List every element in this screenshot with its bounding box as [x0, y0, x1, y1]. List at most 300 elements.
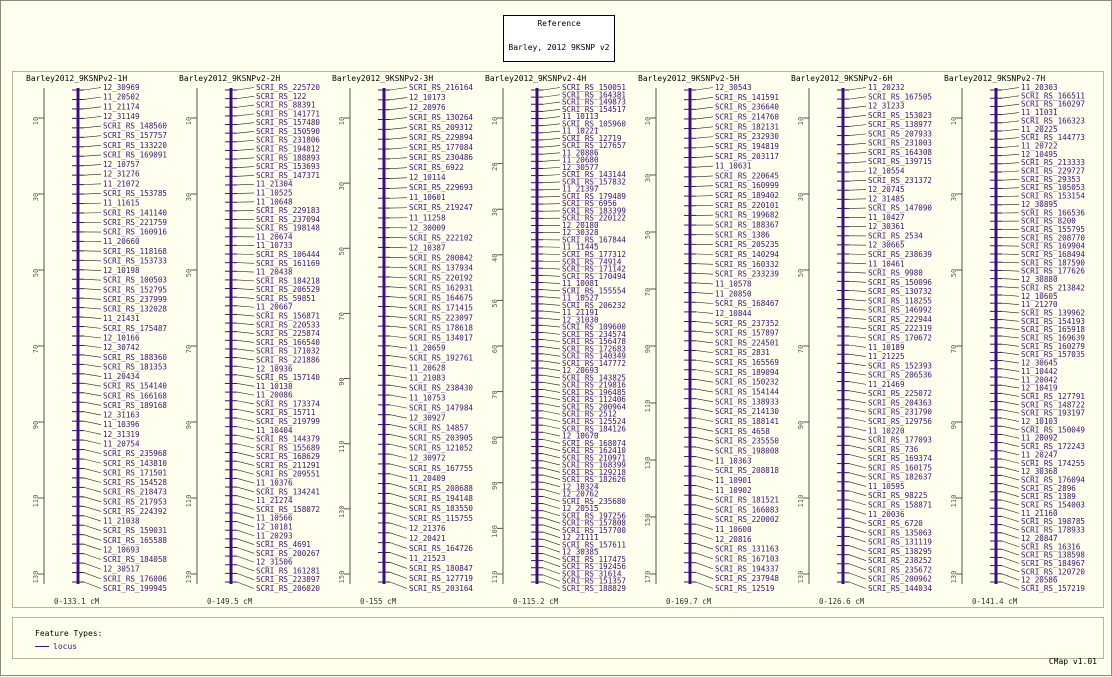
- locus-label: SCRI_RS_210971: [562, 453, 626, 462]
- locus-connector: [84, 260, 101, 261]
- locus-label: SCRI_RS_147090: [868, 204, 932, 213]
- locus-label: SCRI_RS_235968: [103, 449, 167, 458]
- locus-connector: [696, 408, 713, 411]
- locus-label: 12_20693: [562, 366, 599, 375]
- locus-label: SCRI_RS_171142: [562, 265, 626, 274]
- locus-connector: [390, 326, 407, 328]
- locus-label: 12_30009: [409, 223, 446, 232]
- locus-label: SCRI_RS_213333: [1021, 158, 1085, 167]
- locus-connector: [237, 323, 254, 325]
- locus-connector: [390, 108, 407, 110]
- locus-label: SCRI_RS_2831: [715, 348, 770, 357]
- locus-connector: [543, 153, 560, 154]
- locus-connector: [543, 196, 560, 197]
- locus-connector: [543, 318, 560, 320]
- locus-label: SCRI_RS_12719: [562, 134, 622, 143]
- locus-label: SCRI_RS_131163: [715, 545, 779, 554]
- locus-connector: [696, 524, 713, 529]
- locus-connector: [237, 340, 254, 342]
- locus-label: 11_20722: [1021, 141, 1058, 150]
- locus-label: SCRI_RS_196485: [562, 388, 626, 397]
- locus-connector: [390, 513, 407, 518]
- locus-label: 11_21274: [256, 496, 293, 505]
- locus-label: 12_10387: [409, 243, 446, 252]
- locus-label: SCRI_RS_157035: [1021, 350, 1085, 359]
- locus-connector: [849, 500, 866, 505]
- locus-connector: [696, 146, 713, 147]
- locus-label: SCRI_RS_2512: [562, 410, 617, 419]
- locus-connector: [237, 383, 254, 386]
- locus-connector: [84, 402, 101, 405]
- reference-title: Reference: [504, 19, 614, 28]
- locus-label: SCRI_RS_160175: [868, 463, 932, 472]
- locus-label: 12_30368: [1021, 467, 1058, 476]
- locus-connector: [84, 478, 101, 483]
- locus-label: 12_20421: [409, 534, 446, 543]
- locus-label: 12_31149: [103, 112, 140, 121]
- locus-label: SCRI_RS_132028: [103, 305, 167, 314]
- scale-tick-label: 60: [491, 345, 499, 353]
- locus-label: SCRI_RS_225072: [868, 389, 932, 398]
- locus-connector: [696, 379, 713, 382]
- locus-connector: [543, 283, 560, 284]
- locus-label: SCRI_RS_171415: [409, 303, 473, 312]
- locus-label: SCRI_RS_147772: [562, 359, 626, 368]
- locus-label: SCRI_RS_235672: [868, 565, 932, 574]
- locus-connector: [84, 174, 101, 175]
- locus-label: 11_10376: [256, 479, 293, 488]
- locus-label: SCRI_RS_235550: [715, 437, 779, 446]
- locus-label: SCRI_RS_138295: [868, 547, 932, 556]
- locus-connector: [1002, 541, 1019, 547]
- locus-connector: [390, 316, 407, 318]
- locus-label: 11_20409: [409, 474, 446, 483]
- locus-connector: [696, 563, 713, 569]
- locus-connector: [84, 582, 101, 589]
- locus-label: SCRI_RS_74914: [562, 257, 622, 266]
- locus-connector: [390, 257, 407, 258]
- locus-label: 12_20762: [562, 490, 599, 499]
- locus-label: 11_10901: [715, 476, 752, 485]
- locus-connector: [84, 345, 101, 347]
- locus-label: SCRI_RS_171032: [256, 347, 320, 356]
- locus-label: SCRI_RS_203117: [715, 152, 779, 161]
- scale-tick-label: 90: [185, 421, 193, 429]
- locus-connector: [696, 514, 713, 519]
- locus-label: 11_21397: [562, 185, 599, 194]
- locus-connector: [849, 180, 866, 181]
- locus-label: SCRI_RS_168494: [1021, 250, 1085, 259]
- locus-connector: [849, 125, 866, 127]
- locus-connector: [543, 146, 560, 147]
- locus-connector: [849, 464, 866, 468]
- locus-connector: [237, 167, 254, 168]
- locus-connector: [1002, 96, 1019, 98]
- locus-connector: [1002, 443, 1019, 447]
- locus-connector: [696, 341, 713, 343]
- locus-label: SCRI_RS_230486: [409, 153, 473, 162]
- locus-label: 11_10138: [256, 382, 293, 391]
- locus-label: SCRI_RS_155795: [1021, 225, 1085, 234]
- locus-connector: [1002, 179, 1019, 180]
- locus-label: SCRI_RS_165918: [1021, 325, 1085, 334]
- locus-connector: [390, 582, 407, 589]
- locus-label: SCRI_RS_184126: [562, 424, 626, 433]
- scale-tick-label: 90: [797, 421, 805, 429]
- locus-connector: [390, 444, 407, 448]
- locus-label: SCRI_RS_198785: [1021, 517, 1085, 526]
- locus-label: 12_10670: [562, 432, 599, 441]
- locus-label: SCRI_RS_176094: [1021, 475, 1085, 484]
- locus-label: SCRI_RS_159031: [103, 526, 167, 535]
- scale-tick-label: 50: [950, 269, 958, 277]
- locus-connector: [543, 404, 560, 407]
- locus-label: 11_10404: [256, 426, 293, 435]
- locus-connector: [849, 152, 866, 153]
- chromosome-bar: [230, 88, 233, 584]
- locus-label: SCRI_RS_160999: [715, 181, 779, 190]
- locus-label: SCRI_RS_188367: [715, 221, 779, 230]
- locus-label: SCRI_RS_6720: [868, 519, 923, 528]
- locus-connector: [849, 263, 866, 264]
- locus-connector: [543, 88, 560, 91]
- locus-connector: [84, 421, 101, 425]
- locus-connector: [849, 491, 866, 496]
- locus-connector: [84, 97, 101, 99]
- locus-label: SCRI_RS_135063: [868, 528, 932, 537]
- scale-tick-label: 70: [644, 288, 652, 296]
- locus-connector: [543, 297, 560, 298]
- locus-label: SCRI_RS_208770: [1021, 233, 1085, 242]
- locus-label: 11_20036: [868, 510, 905, 519]
- locus-label: SCRI_RS_238252: [868, 556, 932, 565]
- locus-connector: [849, 555, 866, 561]
- locus-connector: [237, 366, 254, 369]
- locus-connector: [543, 575, 560, 581]
- locus-label: SCRI_RS_164308: [868, 148, 932, 157]
- locus-connector: [237, 539, 254, 545]
- locus-label: 11_10113: [562, 112, 599, 121]
- locus-connector: [84, 355, 101, 357]
- locus-label: 12_30361: [868, 222, 905, 231]
- locus-connector: [237, 435, 254, 439]
- locus-label: 11_20850: [715, 289, 752, 298]
- locus-connector: [390, 287, 407, 288]
- scale-tick-label: 30: [185, 193, 193, 201]
- locus-connector: [696, 447, 713, 451]
- locus-label: SCRI_RS_161281: [256, 566, 320, 575]
- locus-label: SCRI_RS_141140: [103, 208, 167, 217]
- scale-tick-label: 10: [185, 117, 193, 125]
- locus-connector: [1002, 279, 1019, 280]
- locus-label: 11_21160: [1021, 509, 1058, 518]
- locus-connector: [1002, 121, 1019, 123]
- locus-label: SCRI_RS_187590: [1021, 258, 1085, 267]
- locus-connector: [543, 290, 560, 291]
- locus-connector: [696, 466, 713, 470]
- locus-label: SCRI_RS_133220: [103, 141, 167, 150]
- locus-connector: [696, 572, 713, 578]
- locus-label: 12_31233: [868, 102, 905, 111]
- locus-label: SCRI_RS_139715: [868, 157, 932, 166]
- locus-connector: [237, 573, 254, 579]
- locus-label: SCRI_RS_138933: [715, 397, 779, 406]
- locus-connector: [237, 478, 254, 483]
- locus-connector: [696, 418, 713, 422]
- locus-connector: [237, 140, 254, 142]
- locus-connector: [237, 175, 254, 176]
- locus-connector: [390, 158, 407, 159]
- locus-connector: [849, 363, 866, 366]
- locus-connector: [237, 289, 254, 290]
- locus-connector: [237, 184, 254, 185]
- locus-label: 12_30517: [103, 565, 140, 574]
- locus-label: 11_11031: [1021, 108, 1058, 117]
- locus-label: SCRI_RS_153785: [103, 189, 167, 198]
- locus-label: SCRI_RS_198148: [256, 224, 320, 233]
- locus-connector: [84, 450, 101, 454]
- locus-connector: [84, 459, 101, 463]
- locus-connector: [543, 475, 560, 480]
- locus-label: 11_20754: [103, 439, 140, 448]
- locus-label: SCRI_RS_177084: [409, 143, 473, 152]
- locus-connector: [84, 412, 101, 415]
- locus-connector: [1002, 352, 1019, 354]
- locus-connector: [1002, 369, 1019, 372]
- locus-connector: [543, 397, 560, 400]
- scale-tick-label: 30: [338, 182, 346, 190]
- locus-connector: [237, 263, 254, 264]
- scale-tick-label: 90: [644, 345, 652, 353]
- locus-connector: [1002, 402, 1019, 405]
- locus-connector: [696, 156, 713, 157]
- locus-label: 11_20434: [103, 372, 140, 381]
- locus-label: SCRI_RS_229894: [409, 133, 473, 142]
- locus-connector: [84, 317, 101, 319]
- locus-connector: [390, 503, 407, 508]
- locus-label: 12_30543: [715, 83, 752, 92]
- locus-connector: [849, 106, 866, 108]
- locus-connector: [696, 457, 713, 461]
- locus-connector: [543, 189, 560, 190]
- locus-connector: [543, 332, 560, 334]
- locus-connector: [1002, 138, 1019, 140]
- locus-connector: [84, 165, 101, 166]
- locus-label: SCRI_RS_220645: [715, 171, 779, 180]
- locus-label: 11_20303: [1021, 83, 1058, 92]
- locus-connector: [543, 389, 560, 392]
- locus-label: SCRI_RS_237094: [256, 215, 320, 224]
- scale-tick-label: 70: [32, 345, 40, 353]
- locus-connector: [696, 97, 713, 99]
- locus-label: SCRI_RS_200042: [409, 253, 473, 262]
- locus-label: SCRI_RS_168399: [562, 461, 626, 470]
- locus-connector: [696, 360, 713, 362]
- locus-label: SCRI_RS_200962: [868, 575, 932, 584]
- locus-label: 11_10527: [562, 294, 599, 303]
- locus-connector: [390, 395, 407, 398]
- locus-connector: [390, 434, 407, 438]
- locus-connector: [849, 445, 866, 449]
- locus-label: 12_30969: [103, 83, 140, 92]
- locus-connector: [84, 431, 101, 435]
- locus-label: 11_10363: [715, 456, 752, 465]
- locus-label: SCRI_RS_164726: [409, 544, 473, 553]
- locus-connector: [84, 374, 101, 377]
- locus-label: SCRI_RS_225720: [256, 83, 320, 92]
- locus-connector: [84, 554, 101, 560]
- locus-label: SCRI_RS_155554: [562, 286, 626, 295]
- locus-label: SCRI_RS_139962: [1021, 308, 1085, 317]
- locus-label: 11_21270: [1021, 300, 1058, 309]
- locus-label: SCRI_RS_157611: [562, 540, 626, 549]
- locus-label: SCRI_RS_188141: [715, 417, 779, 426]
- scale-tick-label: 110: [32, 495, 40, 508]
- scale-tick-label: 80: [491, 436, 499, 444]
- scale-tick-label: 110: [950, 495, 958, 508]
- locus-label: SCRI_RS_118168: [103, 247, 167, 256]
- map-range: 0-126.6 cM: [819, 597, 865, 606]
- locus-connector: [696, 186, 713, 187]
- locus-connector: [1002, 104, 1019, 106]
- locus-connector: [84, 336, 101, 338]
- locus-label: SCRI_RS_146992: [868, 306, 932, 315]
- locus-label: SCRI_RS_206536: [868, 371, 932, 380]
- locus-connector: [84, 535, 101, 541]
- locus-connector: [1002, 410, 1019, 413]
- locus-label: SCRI_RS_154528: [103, 478, 167, 487]
- scale-tick-label: 90: [32, 421, 40, 429]
- locus-label: SCRI_RS_166323: [1021, 116, 1085, 125]
- locus-connector: [390, 198, 407, 199]
- locus-label: SCRI_RS_149873: [562, 98, 626, 107]
- locus-connector: [696, 166, 713, 167]
- locus-connector: [390, 98, 407, 100]
- locus-connector: [1002, 426, 1019, 430]
- locus-connector: [1002, 320, 1019, 322]
- locus-connector: [849, 382, 866, 385]
- locus-connector: [543, 311, 560, 313]
- locus-connector: [543, 454, 560, 458]
- locus-label: SCRI_RS_188893: [256, 153, 320, 162]
- locus-connector: [696, 107, 713, 109]
- locus-connector: [237, 297, 254, 298]
- locus-connector: [543, 261, 560, 262]
- locus-label: SCRI_RS_168467: [715, 299, 779, 308]
- locus-connector: [543, 418, 560, 422]
- scale-tick-label: 70: [797, 345, 805, 353]
- locus-connector: [696, 293, 713, 294]
- scale-tick-label: 50: [32, 269, 40, 277]
- locus-label: SCRI_RS_143810: [103, 459, 167, 468]
- scale-tick-label: 150: [644, 514, 652, 527]
- scale-tick-label: 10: [338, 117, 346, 125]
- locus-connector: [390, 425, 407, 429]
- locus-label: 11_10081: [562, 279, 599, 288]
- locus-connector: [237, 271, 254, 272]
- locus-connector: [237, 522, 254, 527]
- locus-label: SCRI_RS_112406: [562, 395, 626, 404]
- locus-label: SCRI_RS_181521: [715, 496, 779, 505]
- scale-tick-label: 130: [644, 457, 652, 470]
- locus-label: SCRI_RS_174255: [1021, 459, 1085, 468]
- locus-label: SCRI_RS_229183: [256, 206, 320, 215]
- locus-connector: [849, 436, 866, 440]
- locus-label: SCRI_RS_166540: [256, 338, 320, 347]
- locus-label: SCRI_RS_219816: [562, 381, 626, 390]
- locus-connector: [696, 505, 713, 510]
- locus-label: 11_21523: [409, 554, 446, 563]
- map-range: 0-149.5 cM: [207, 597, 253, 606]
- locus-label: SCRI_RS_182131: [715, 122, 779, 131]
- locus-label: SCRI_RS_165588: [103, 536, 167, 545]
- locus-label: SCRI_RS_193197: [1021, 409, 1085, 418]
- scale-tick-label: 30: [950, 193, 958, 201]
- locus-label: 12_30328: [562, 228, 599, 237]
- map-range: 0-155 cM: [360, 597, 397, 606]
- locus-connector: [390, 493, 407, 498]
- locus-label: SCRI_RS_6922: [409, 163, 464, 172]
- locus-label: SCRI_RS_231003: [868, 139, 932, 148]
- locus-label: SCRI_RS_170494: [562, 272, 626, 281]
- locus-connector: [1002, 459, 1019, 463]
- locus-label: SCRI_RS_130264: [409, 113, 473, 122]
- locus-connector: [390, 118, 407, 120]
- scale-tick-label: 50: [644, 231, 652, 239]
- locus-label: SCRI_RS_199682: [715, 211, 779, 220]
- locus-label: 11_20660: [103, 237, 140, 246]
- locus-connector: [237, 453, 254, 457]
- locus-connector: [237, 193, 254, 194]
- locus-connector: [237, 114, 254, 116]
- map-title: Barley2012_9KSNPv2-3H: [332, 74, 433, 83]
- locus-connector: [1002, 557, 1019, 563]
- locus-label: SCRI_RS_138598: [1021, 551, 1085, 560]
- locus-connector: [849, 582, 866, 589]
- locus-connector: [390, 88, 407, 91]
- locus-label: SCRI_RS_153154: [1021, 192, 1085, 201]
- locus-connector: [543, 511, 560, 516]
- locus-label: SCRI_RS_222944: [868, 315, 932, 324]
- locus-label: SCRI_RS_198008: [715, 446, 779, 455]
- locus-label: SCRI_RS_192456: [562, 562, 626, 571]
- locus-label: SCRI_RS_223097: [409, 313, 473, 322]
- locus-connector: [849, 300, 866, 301]
- locus-label: SCRI_RS_194812: [256, 145, 320, 154]
- locus-label: SCRI_RS_231790: [868, 408, 932, 417]
- locus-connector: [390, 346, 407, 348]
- locus-label: SCRI_RS_238430: [409, 384, 473, 393]
- locus-connector: [849, 309, 866, 311]
- locus-connector: [543, 411, 560, 414]
- locus-connector: [849, 454, 866, 458]
- locus-connector: [84, 270, 101, 271]
- locus-connector: [84, 289, 101, 290]
- locus-connector: [849, 354, 866, 356]
- locus-label: SCRI_RS_143825: [562, 373, 626, 382]
- locus-connector: [849, 134, 866, 136]
- locus-connector: [849, 546, 866, 552]
- locus-connector: [390, 572, 407, 578]
- locus-label: 12_10173: [409, 93, 446, 102]
- scale-tick-label: 40: [491, 254, 499, 262]
- locus-label: SCRI_RS_209551: [256, 470, 320, 479]
- locus-label: 11_20502: [103, 93, 140, 102]
- locus-connector: [849, 391, 866, 394]
- locus-label: SCRI_RS_169374: [868, 454, 932, 463]
- locus-connector: [237, 556, 254, 562]
- locus-connector: [849, 536, 866, 542]
